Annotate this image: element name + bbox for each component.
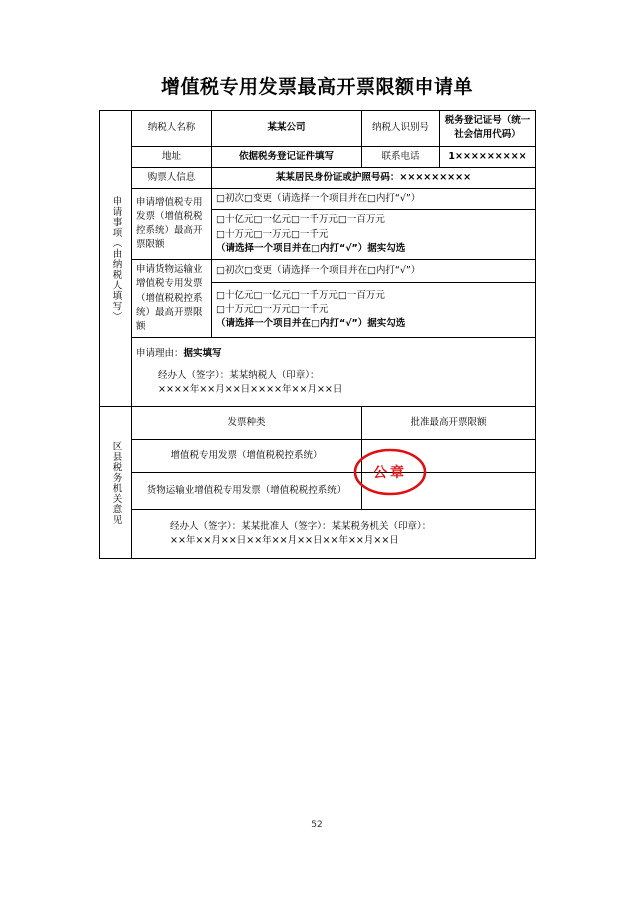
table-row <box>100 146 536 167</box>
value-phone: 1××××××××× <box>440 146 536 167</box>
label-buyer-info: 购票人信息 <box>132 167 212 188</box>
vat-amount-line1: □十亿元□一亿元□一千万元□一百万元 <box>216 214 385 226</box>
label-apply-freight-limit: 申请货物运输业增值税专用发票（增值税税控系统）最高开票限额 <box>132 260 212 338</box>
row-freight-approved-limit <box>362 473 536 510</box>
vat-amount-line3: （请选择一个项目并在□内打“√”）据实勾选 <box>216 242 406 254</box>
value-address: 依据税务登记证件填写 <box>212 146 362 167</box>
official-seal-text: 公章 <box>373 465 407 481</box>
row-vat-invoice-type: 增值税专用发票（增值税税控系统） <box>132 440 362 473</box>
reason-label: 申请理由： <box>136 348 184 360</box>
row-vat-approved-limit <box>362 440 536 473</box>
label-address: 地址 <box>132 146 212 167</box>
application-form-table <box>99 110 536 559</box>
applicant-signature-line: 经办人（签字）：某某纳税人（印章）： <box>158 369 320 381</box>
application-reason-cell <box>132 338 536 407</box>
freight-amount-line2: □十万元□一万元□一千元 <box>216 304 329 316</box>
freight-amount-line3: （请选择一个项目并在□内打“√”）据实勾选 <box>216 318 406 330</box>
applicant-date-line: ××××年××月××日××××年××月××日 <box>158 383 343 395</box>
table-row <box>100 167 536 188</box>
header-invoice-type: 发票种类 <box>132 407 362 440</box>
vat-amount-line2: □十万元□一万元□一千元 <box>216 228 329 240</box>
section-label-applicant-text: 申请事项（由纳税人填写） <box>110 195 122 322</box>
label-registration-no: 税务登记证号（统一社会信用代码） <box>440 111 536 147</box>
freight-amount-line1: □十亿元□一亿元□一千万元□一百万元 <box>216 289 385 301</box>
table-row <box>100 338 536 407</box>
freight-first-or-change-options: □初次□变更（请选择一个项目并在□内打“√”） <box>212 260 536 283</box>
value-taxpayer-name: 某某公司 <box>212 111 362 147</box>
reason-row <box>136 347 531 361</box>
vat-amount-options <box>212 210 536 260</box>
vat-first-or-change-options: □初次□变更（请选择一个项目并在□内打“√”） <box>212 189 536 210</box>
label-taxpayer-id: 纳税人识别号 <box>362 111 440 147</box>
authority-signature-line: 经办人（签字）：某某批准人（签字）：某某税务机关（印章）： <box>170 521 432 532</box>
header-approved-limit: 批准最高开票限额 <box>362 407 536 440</box>
label-taxpayer-name: 纳税人名称 <box>132 111 212 147</box>
section-label-tax-authority <box>100 407 132 559</box>
label-apply-vat-limit: 申请增值税专用发票（增值税税控系统）最高开票限额 <box>132 189 212 260</box>
authority-signature-cell <box>132 510 536 559</box>
row-freight-invoice-type: 货物运输业增值税专用发票（增值税税控系统） <box>132 473 362 510</box>
authority-date-line: ××年××月××日××年××月××日××年××月××日 <box>170 535 399 547</box>
reason-value: 据实填写 <box>183 348 222 360</box>
table-row <box>100 510 536 559</box>
table-row <box>100 111 536 147</box>
section-label-tax-authority-text: 区县税务机关意见 <box>110 440 122 525</box>
table-row <box>100 473 536 510</box>
table-row <box>100 440 536 473</box>
section-label-applicant <box>100 111 132 407</box>
freight-amount-options <box>212 283 536 338</box>
page-number: 52 <box>311 820 323 830</box>
value-buyer-info: 某某居民身份证或护照号码：××××××××× <box>212 167 536 188</box>
table-row <box>100 407 536 440</box>
table-row <box>100 260 536 283</box>
table-row <box>100 189 536 210</box>
page-title: 增值税专用发票最高开票限额申请单 <box>160 76 473 98</box>
label-phone: 联系电话 <box>362 146 440 167</box>
